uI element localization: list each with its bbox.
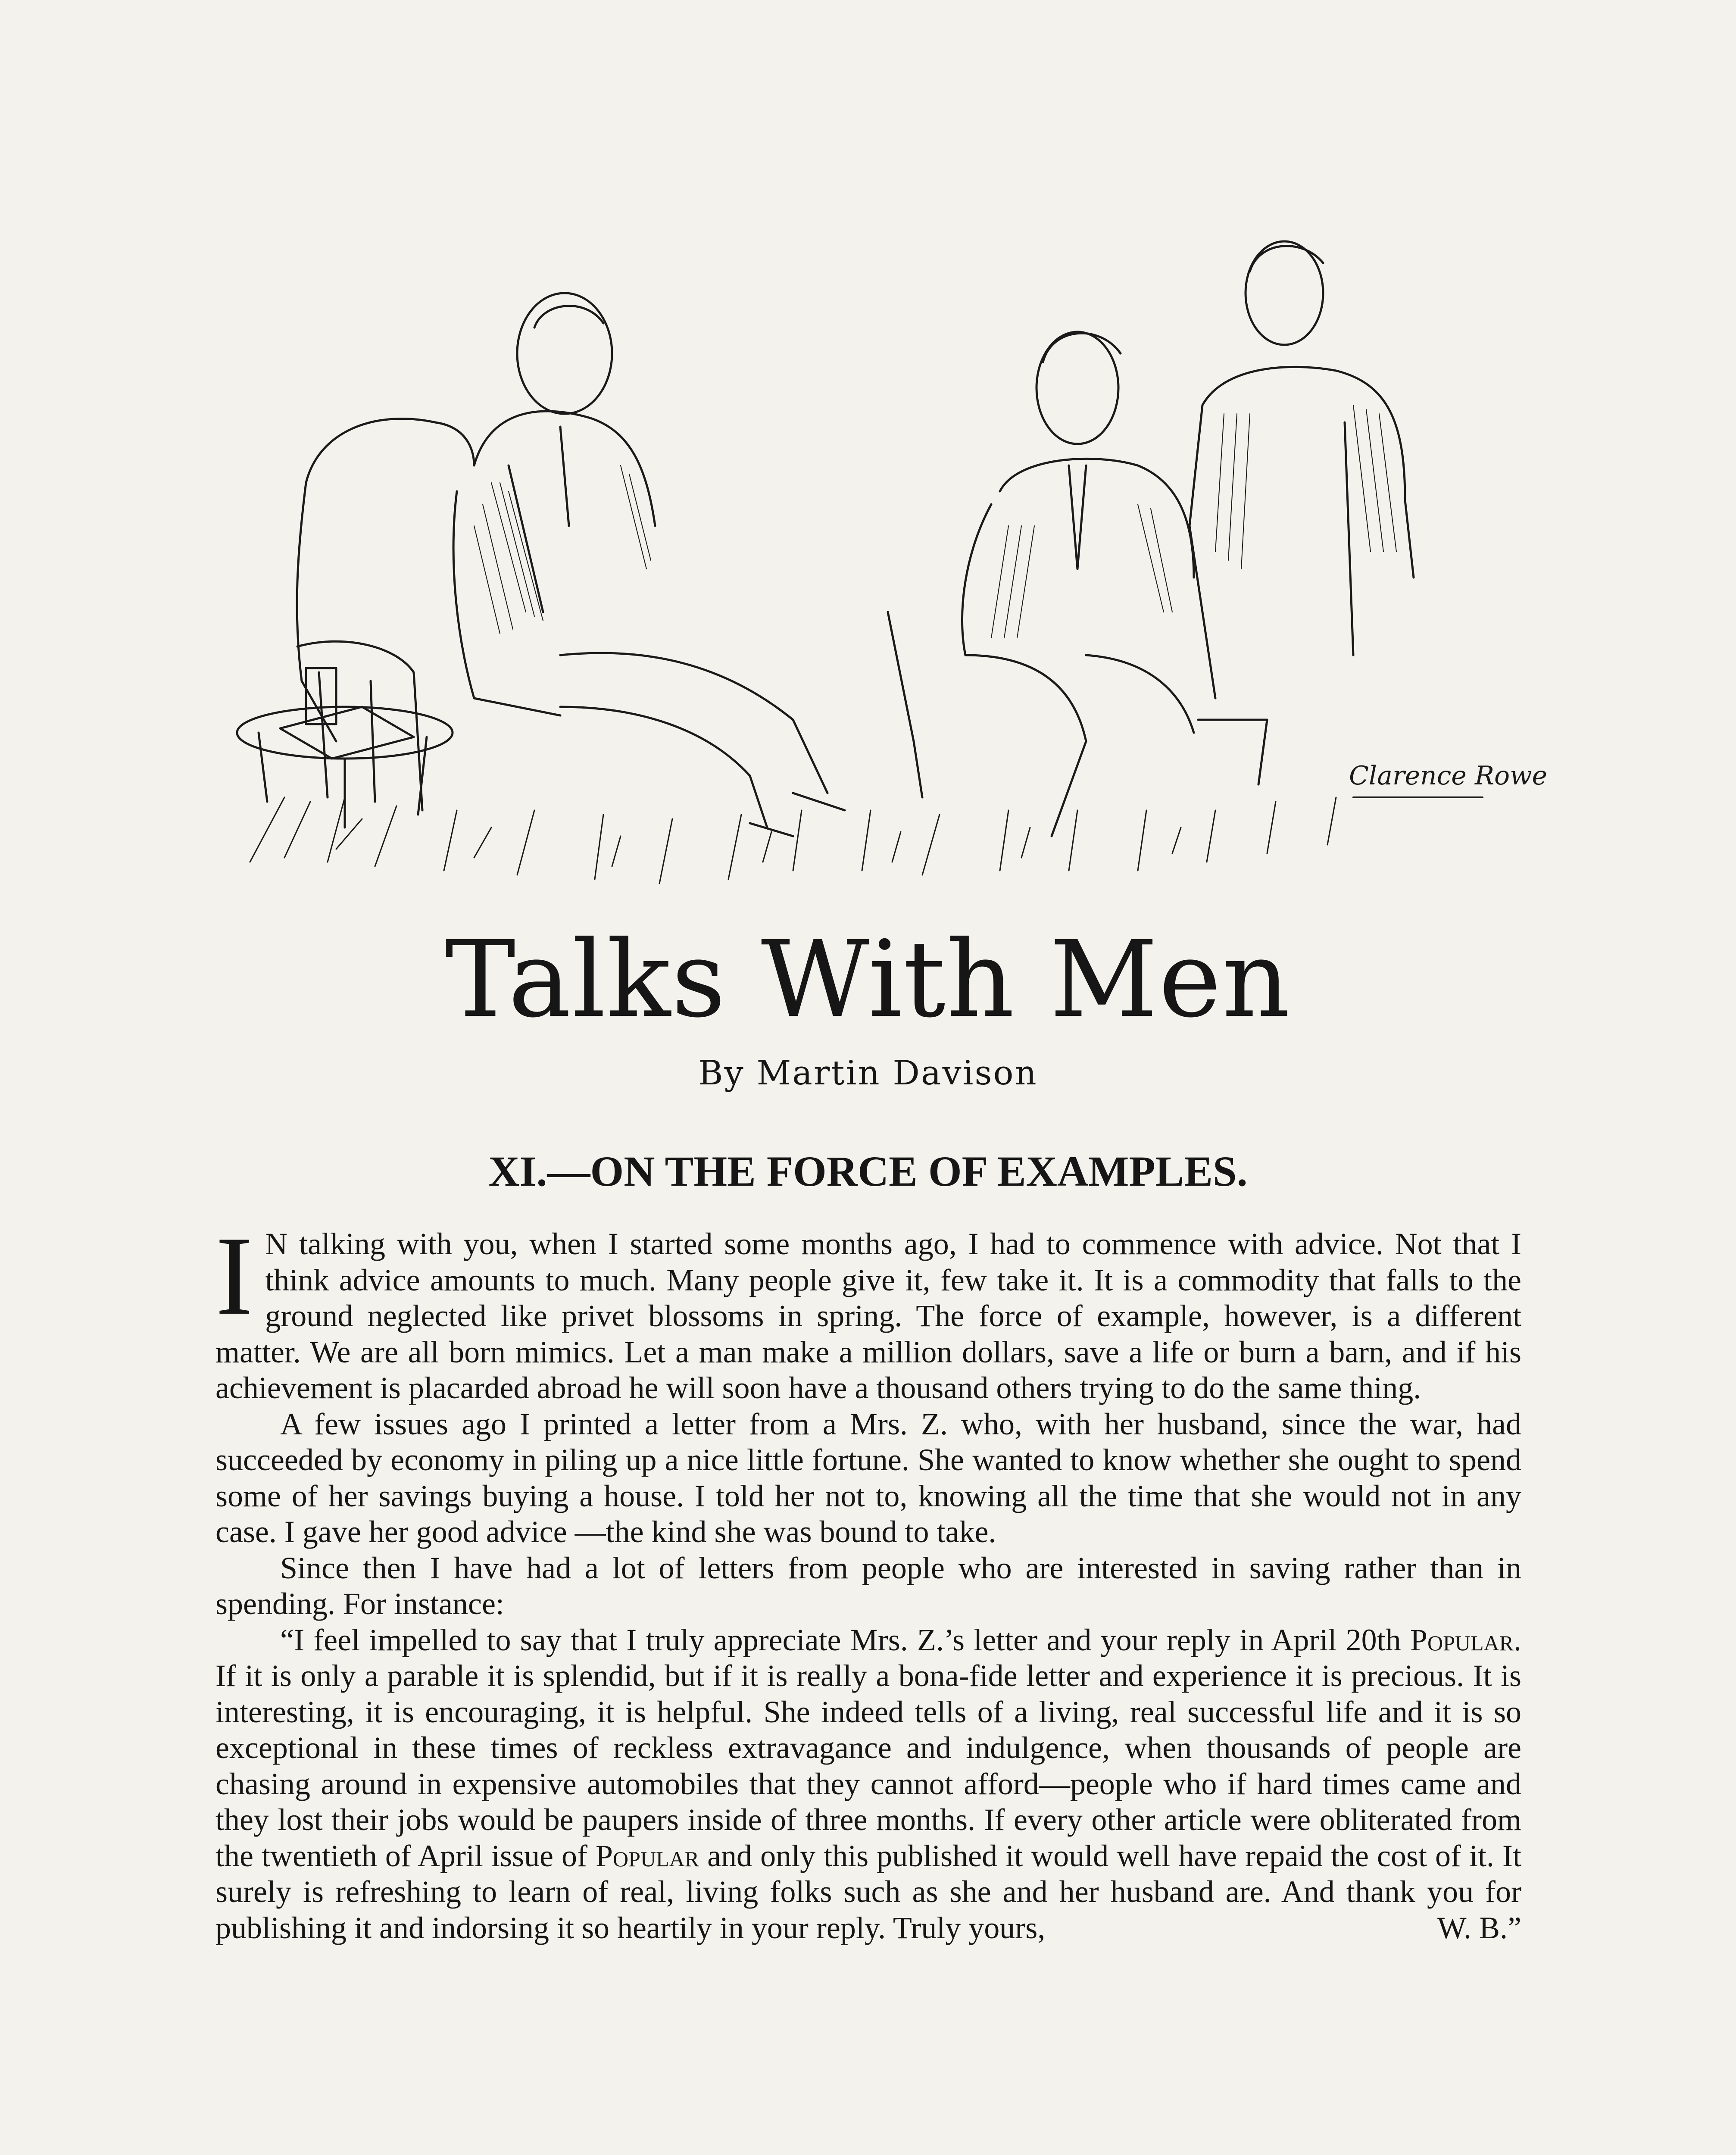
drop-cap-i: I (215, 1213, 253, 1338)
armchair-left (297, 419, 474, 810)
seated-man-left (453, 293, 845, 836)
artist-signature: Clarence Rowe (1349, 761, 1548, 791)
paragraph-3: Since then I have had a lot of letters from people who are interested in saving rather than in spending. For instance: (215, 1550, 1521, 1621)
quoted-letter (215, 1622, 1521, 1946)
letter-signoff: W. B.” (1437, 1910, 1521, 1945)
ground-hatching (250, 797, 1336, 884)
standing-man-right (1190, 241, 1414, 698)
article-body (215, 1213, 1522, 1946)
letter-text-b: . If it is only a parable it is splendid, but if it is really a bona-fide letter and experience it is precious. It is interesting, it is encouraging, it is helpful. She indeed tells of a living, real successful life and it is so exceptional in these times of reckless extravagance and indulgence, when thousands of people are chasing around in expensive automobiles that they cannot afford—people who if hard times came and they lost their jobs would be paupers inside of three months. If every other article were obliterated from the twentieth of April issue of (215, 1622, 1521, 1873)
magazine-name: Popular (1410, 1622, 1514, 1657)
paragraph-1 (215, 1213, 1521, 1406)
seated-man-center (888, 332, 1267, 836)
paragraph-1-text: N talking with you, when I started some months ago, I had to commence with advice. Not that I think advice amounts to much. Many people give it, few take it. It is a commodity that falls to the ground neglected like privet blossoms in spring. The force of example, however, is a different matter. We are all born mimics. Let a man make a million dollars, save a life or burn a barn, and if his achievement is placarded abroad he will soon have a thousand others trying to do the same thing. (215, 1227, 1521, 1405)
header-illustration (233, 224, 1548, 888)
letter-text-c: and only this published it would well have repaid the cost of it. It surely is refreshing to learn of real, living folks such as she and her husband are. And thank you for publishing it and indorsing it so heartily in your reply. Truly yours, (215, 1838, 1522, 1945)
section-title: XI.—ON THE FORCE OF EXAMPLES. (488, 1147, 1248, 1195)
article-byline: By Martin Davison (698, 1054, 1038, 1093)
paragraph-2: A few issues ago I printed a letter from a Mrs. Z. who, with her husband, since the war, had succeeded by economy in piling up a nice little fortune. She wanted to know whether she ought to spend some of her savings buying a house. I told her not to, knowing all the time that she would not in any case. I gave her good advice —the kind she was bound to take. (215, 1406, 1521, 1549)
article-title: Talks With Men (445, 918, 1291, 1041)
letter-text-a: “I feel impelled to say that I truly appreciate Mrs. Z.’s letter and your reply in April 20th (280, 1622, 1401, 1657)
magazine-name: Popular (595, 1838, 699, 1873)
side-table (237, 668, 453, 828)
